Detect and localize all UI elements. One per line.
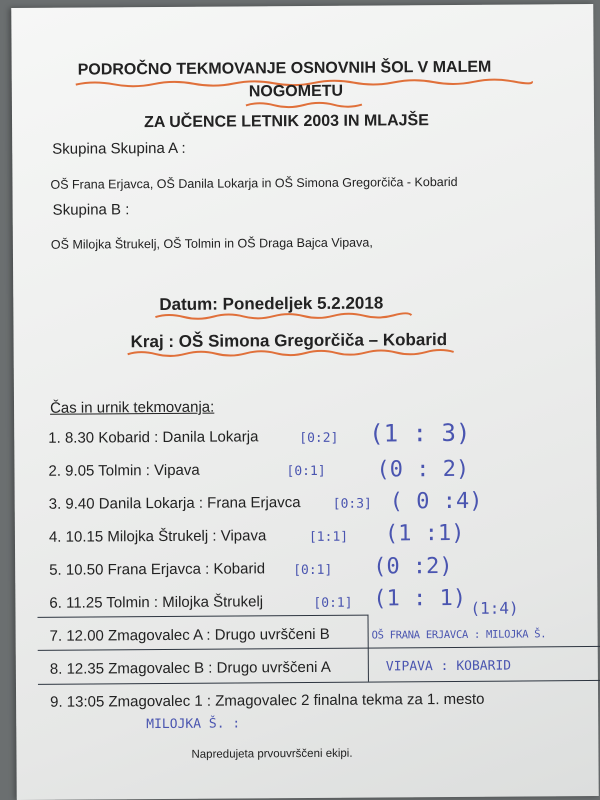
event-place: Kraj : OŠ Simona Gregorčiča – Kobarid <box>130 330 448 352</box>
match-8: 8. 12.35 Zmagovalec B : Drugo uvrščeni A <box>49 658 331 678</box>
hand-score-6b: (1 : 1) <box>373 585 467 612</box>
hand-score-4a: [1:1] <box>308 529 349 545</box>
subtitle: ZA UČENCE LETNIK 2003 IN MLAJŠE <box>143 112 429 132</box>
hand-score-extra: (1:4) <box>470 598 519 618</box>
hand-score-1b: (1 : 3) <box>369 418 471 448</box>
hand-match-8: VIPAVA : KOBARID <box>385 658 512 675</box>
hand-score-3b: ( 0 :4) <box>389 488 483 515</box>
match-9: 9. 13:05 Zmagovalec 1 : Zmagovalec 2 finalna tekma za 1. mesto <box>50 690 485 711</box>
match-6: 6. 11.25 Tolmin : Milojka Štrukelj <box>49 593 264 612</box>
hand-score-2a: [0:1] <box>286 463 326 480</box>
date-underline <box>153 310 413 322</box>
hand-score-3a: [0:3] <box>332 496 372 512</box>
match-1: 1. 8.30 Kobarid : Danila Lokarja <box>48 428 259 447</box>
hand-score-4b: (1 :1) <box>384 520 465 547</box>
box-line-divider <box>367 615 368 682</box>
group-a-label: Skupina Skupina A : <box>52 139 186 158</box>
match-2: 2. 9.05 Tolmin : Vipava <box>48 461 200 480</box>
match-4: 4. 10.15 Milojka Štrukelj : Vipava <box>48 527 267 546</box>
match-5: 5. 10.50 Frana Erjavca : Kobarid <box>49 560 266 579</box>
hand-score-6a: [0:1] <box>313 595 353 611</box>
group-a-teams: OŠ Frana Erjavca, OŠ Danila Lokarja in OŠ Simona Gregorčiča - Kobarid <box>50 174 458 192</box>
match-3: 3. 9.40 Danila Lokarja : Frana Erjavca <box>48 494 301 513</box>
paper-sheet <box>11 4 599 800</box>
title-line-1: PODROČNO TEKMOVANJE OSNOVNIH ŠOL V MALEM <box>77 58 492 79</box>
box-line-top <box>37 615 367 618</box>
group-b-teams: OŠ Milojka Štrukelj, OŠ Tolmin in OŠ Draga Bajca Vipava, <box>50 235 373 252</box>
schedule-heading: Čas in urnik tekmovanja: <box>49 398 215 417</box>
box-line-middle <box>38 646 600 651</box>
hand-match-7: OŠ FRANA ERJAVCA : MILOJKA Š. <box>371 628 547 642</box>
match-7: 7. 12.00 Zmagovalec A : Drugo uvrščeni B <box>49 625 330 645</box>
place-underline <box>126 347 456 359</box>
title-line-2: NOGOMETU <box>248 82 344 101</box>
group-b-label: Skupina B : <box>52 201 130 219</box>
hand-score-5a: [0:1] <box>293 562 333 579</box>
box-line-bottom <box>38 680 600 685</box>
title-underline-2 <box>244 100 364 111</box>
hand-score-5b: (0 :2) <box>373 553 453 580</box>
event-date: Datum: Ponedeljek 5.2.2018 <box>159 293 384 315</box>
hand-score-1a: [0:2] <box>299 430 339 447</box>
hand-score-2b: (0 : 2) <box>376 456 470 483</box>
hand-winner: MILOJKA Š. : <box>146 716 241 733</box>
footer-note: Napredujeta prvouvrščeni ekipi. <box>191 747 353 761</box>
